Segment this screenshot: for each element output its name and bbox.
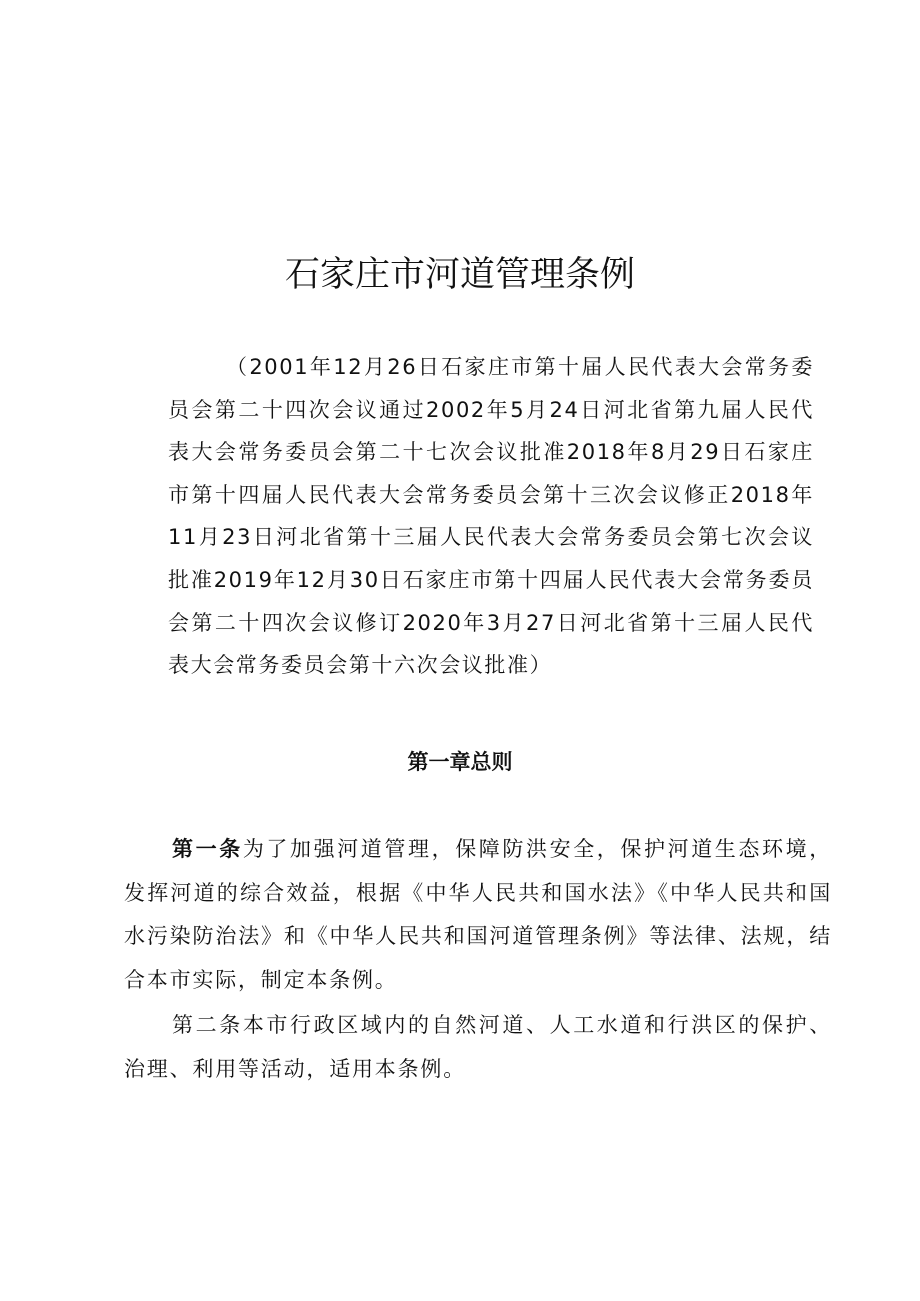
- article-2-text: 本市行政区域内的自然河道、人工水道和行洪区的保护、治理、利用等活动，适用本条例。: [124, 1013, 833, 1081]
- chapter-heading: 第一章总则: [407, 750, 513, 774]
- article-1: [124, 828, 832, 1002]
- article-1-label: 第一条: [172, 837, 243, 861]
- document-title: 石家庄市河道管理条例: [284, 255, 635, 295]
- article-2-label: 第二条: [172, 1013, 243, 1037]
- article-2: [124, 1004, 832, 1091]
- article-1-text: 为了加强河道管理，保障防洪安全，保护河道生态环境，发挥河道的综合效益，根据《中华人民共和国水法》《中华人民共和国水污染防治法》和《中华人民共和国河道管理条例》等法律、法规，结合本市实际，制定本条例。: [124, 837, 833, 992]
- legislative-history-note: （2001年12月26日石家庄市第十届人民代表大会常务委员会第二十四次会议通过2002年5月24日河北省第九届人民代表大会常务委员会第二十七次会议批准2018年8月29日石家庄市第十四届人民代表大会常务委员会第十三次会议修正2018年11月23日河北省第十三届人民代表大会常务委员会第七次会议批准2019年12月30日石家庄市第十四届人民代表大会常务委员会第二十四次会议修订2020年3月27日河北省第十三届人民代表大会常务委员会第十六次会议批准）: [168, 355, 814, 678]
